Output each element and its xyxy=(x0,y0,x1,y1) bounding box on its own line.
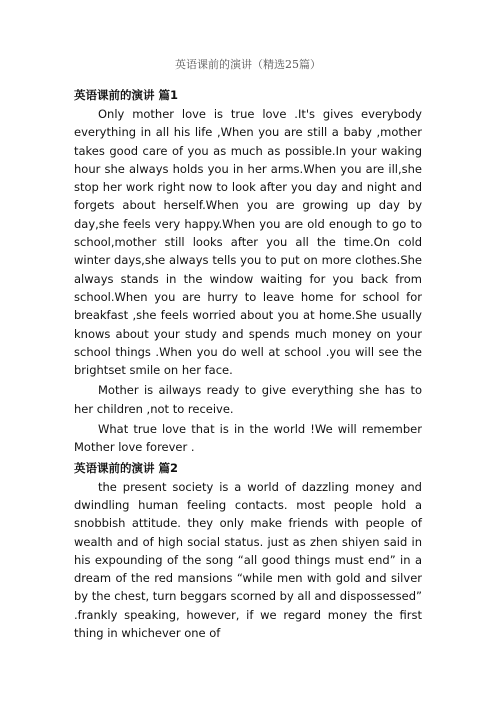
paragraph: the present society is a world of dazzling money and dwindling human feeling contacts. most people hold a snobbish attitude. they only make friends with people of wealth and of high social status. just as zhen shiyen said in his expounding of the song “all good things must end” in a dream of the red mansions “while men with gold and silver by the chest, turn beggars scorned by all and dispossessed” .frankly speaking, however, if we regard money the first thing in whichever one of xyxy=(74,479,422,641)
section-1 xyxy=(74,86,422,457)
section-heading: 英语课前的演讲 篇2 xyxy=(74,460,179,475)
paragraph: Mother is ailways ready to give everything she has to her children ,not to receive. xyxy=(74,383,422,416)
paragraph: Only mother love is true love .It's gives everybody everything in all his life ,When you are still a baby ,mother takes good care of you as much as possible.In your waking hour she always holds you in her arms.When you are ill,she stop her work right now to look after you day and night and forgets about herself.When you are growing up day by day,she feels very happy.When you are old enough to go to school,mother still looks after you all the time.On cold winter days,she always tells you to put on more clothes.She always stands in the window waiting for you back from school.When you are hurry to leave home for school for breakfast ,she feels worried about you at home.She usually knows about your study and spends much money on your school things .When you do well at school .you will see the brightset smile on her face. xyxy=(74,107,422,378)
section-2 xyxy=(74,459,422,643)
page-header: 英语课前的演讲（精选25篇） xyxy=(175,58,321,71)
document-body xyxy=(74,86,422,644)
paragraph: What true love that is in the world !We will remember Mother love forever . xyxy=(74,422,422,455)
section-heading: 英语课前的演讲 篇1 xyxy=(74,88,179,102)
